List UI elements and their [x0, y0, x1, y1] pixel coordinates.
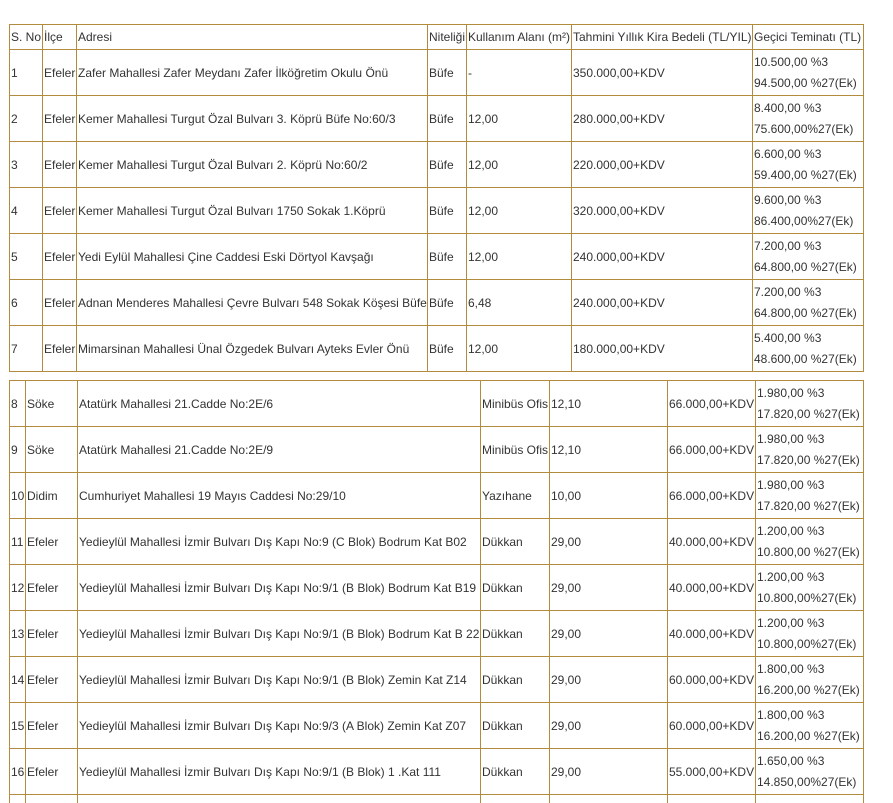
row-adres — [78, 795, 481, 803]
teminat-additional: 17.820,00 %27(Ek) — [757, 498, 860, 513]
teminat-additional: 16.200,00 %27(Ek) — [757, 682, 860, 697]
teminat-additional: 64.800,00 %27(Ek) — [754, 259, 857, 274]
row-alan: 10,00 — [550, 473, 668, 519]
row-number: 12 — [10, 565, 26, 611]
row-ilce: Efeler — [26, 657, 78, 703]
row-ilce: Efeler — [43, 280, 77, 326]
row-nitelik: Büfe — [428, 96, 467, 142]
row-number: 10 — [10, 473, 26, 519]
row-nitelik: Büfe — [428, 142, 467, 188]
row-kira: 40.000,00+KDV — [668, 611, 756, 657]
teminat-main: 1.980,00 %3 — [757, 385, 825, 400]
row-alan: 12,00 — [467, 142, 572, 188]
row-nitelik: Büfe — [428, 234, 467, 280]
row-ilce: Söke — [26, 427, 78, 473]
header-nitelik: Niteliği — [428, 25, 467, 50]
row-teminat — [756, 519, 864, 565]
row-adres: Kemer Mahallesi Turgut Özal Bulvarı 1750 Sokak 1.Köprü — [77, 188, 428, 234]
row-kira: 350.000,00+KDV — [572, 50, 753, 96]
table-row — [10, 565, 864, 611]
row-number: 4 — [10, 188, 43, 234]
row-number: 8 — [10, 381, 26, 427]
row-nitelik: Dükkan — [481, 519, 550, 565]
rental-table-1 — [9, 24, 864, 372]
header-ilce: İlçe — [43, 25, 77, 50]
row-alan: 12,10 — [550, 427, 668, 473]
teminat-additional: 17.820,00 %27(Ek) — [757, 452, 860, 467]
teminat-additional: 14.850,00%27(Ek) — [757, 774, 857, 789]
rental-table-2 — [9, 380, 864, 803]
row-ilce: Efeler — [43, 326, 77, 372]
row-number: 2 — [10, 96, 43, 142]
row-nitelik: Yazıhane — [481, 473, 550, 519]
table-row — [10, 188, 864, 234]
row-nitelik: Büfe — [428, 188, 467, 234]
row-teminat — [753, 142, 864, 188]
row-adres: Cumhuriyet Mahallesi 19 Mayıs Caddesi No:29/10 — [78, 473, 481, 519]
row-adres: Atatürk Mahallesi 21.Cadde No:2E/9 — [78, 427, 481, 473]
teminat-main: 1.980,00 %3 — [757, 431, 825, 446]
row-ilce: Efeler — [26, 749, 78, 795]
row-number: 11 — [10, 519, 26, 565]
row-ilce: Efeler — [43, 188, 77, 234]
row-number: 13 — [10, 611, 26, 657]
row-alan: 29,00 — [550, 519, 668, 565]
row-teminat — [756, 427, 864, 473]
row-kira: 180.000,00+KDV — [572, 326, 753, 372]
row-teminat — [753, 50, 864, 96]
row-nitelik: Dükkan — [481, 703, 550, 749]
row-alan: 29,00 — [550, 657, 668, 703]
row-number: 9 — [10, 427, 26, 473]
row-adres: Mimarsinan Mahallesi Ünal Özgedek Bulvarı Ayteks Evler Önü — [77, 326, 428, 372]
header-alan: Kullanım Alanı (m²) — [467, 25, 572, 50]
row-ilce: Efeler — [26, 703, 78, 749]
row-kira: 66.000,00+KDV — [668, 473, 756, 519]
row-alan: 12,00 — [467, 188, 572, 234]
row-alan: 29,00 — [550, 703, 668, 749]
row-number: 6 — [10, 280, 43, 326]
row-adres: Kemer Mahallesi Turgut Özal Bulvarı 2. Köprü No:60/2 — [77, 142, 428, 188]
teminat-additional: 48.600,00 %27(Ek) — [754, 351, 857, 366]
row-nitelik — [481, 795, 550, 803]
teminat-additional: 10.800,00 %27(Ek) — [757, 544, 860, 559]
teminat-additional: 64.800,00 %27(Ek) — [754, 305, 857, 320]
row-adres: Adnan Menderes Mahallesi Çevre Bulvarı 548 Sokak Köşesi Büfe — [77, 280, 428, 326]
row-teminat — [756, 611, 864, 657]
row-ilce — [26, 795, 78, 803]
table-row — [10, 427, 864, 473]
row-alan: - — [467, 50, 572, 96]
row-nitelik: Dükkan — [481, 657, 550, 703]
row-kira: 66.000,00+KDV — [668, 427, 756, 473]
table-header-row — [10, 25, 864, 50]
teminat-main: 7.200,00 %3 — [754, 238, 822, 253]
row-kira: 240.000,00+KDV — [572, 280, 753, 326]
table-row — [10, 611, 864, 657]
row-kira: 60.000,00+KDV — [668, 703, 756, 749]
row-teminat — [753, 188, 864, 234]
row-number: 3 — [10, 142, 43, 188]
row-kira: 40.000,00+KDV — [668, 565, 756, 611]
teminat-additional: 59.400,00 %27(Ek) — [754, 167, 857, 182]
row-adres: Atatürk Mahallesi 21.Cadde No:2E/6 — [78, 381, 481, 427]
row-nitelik: Büfe — [428, 280, 467, 326]
table-row — [10, 703, 864, 749]
teminat-additional: 94.500,00 %27(Ek) — [754, 75, 857, 90]
table-row — [10, 657, 864, 703]
table-row — [10, 234, 864, 280]
row-ilce: Efeler — [26, 611, 78, 657]
row-ilce: Efeler — [43, 234, 77, 280]
row-kira: 220.000,00+KDV — [572, 142, 753, 188]
row-number: 16 — [10, 749, 26, 795]
teminat-main: 1.800,00 %3 — [757, 661, 825, 676]
row-kira: 55.000,00+KDV — [668, 749, 756, 795]
teminat-additional: 10.800,00%27(Ek) — [757, 590, 857, 605]
teminat-additional: 10.800,00%27(Ek) — [757, 636, 857, 651]
row-adres: Yedieylül Mahallesi İzmir Bulvarı Dış Kapı No:9/1 (B Blok) Bodrum Kat B 22 — [78, 611, 481, 657]
row-number — [10, 795, 26, 803]
header-sno: S. No — [10, 25, 43, 50]
row-nitelik: Dükkan — [481, 565, 550, 611]
row-teminat — [756, 381, 864, 427]
row-number: 1 — [10, 50, 43, 96]
row-nitelik: Minibüs Ofis — [481, 427, 550, 473]
row-teminat — [756, 795, 864, 803]
row-number: 5 — [10, 234, 43, 280]
teminat-main: 7.200,00 %3 — [754, 284, 822, 299]
teminat-main: 8.400,00 %3 — [754, 100, 822, 115]
row-teminat — [756, 565, 864, 611]
header-teminat: Geçici Teminatı (TL) — [753, 25, 864, 50]
row-adres: Yedieylül Mahallesi İzmir Bulvarı Dış Kapı No:9/1 (B Blok) 1 .Kat 111 — [78, 749, 481, 795]
row-teminat — [756, 473, 864, 519]
row-alan: 29,00 — [550, 749, 668, 795]
teminat-main: 1.200,00 %3 — [757, 615, 825, 630]
teminat-main: 1.800,00 %3 — [757, 707, 825, 722]
row-ilce: Efeler — [43, 96, 77, 142]
row-adres: Yedi Eylül Mahallesi Çine Caddesi Eski Dörtyol Kavşağı — [77, 234, 428, 280]
row-teminat — [753, 326, 864, 372]
teminat-additional: 75.600,00%27(Ek) — [754, 121, 854, 136]
row-kira: 66.000,00+KDV — [668, 381, 756, 427]
table-row — [10, 749, 864, 795]
row-kira: 320.000,00+KDV — [572, 188, 753, 234]
row-nitelik: Minibüs Ofis — [481, 381, 550, 427]
table-row — [10, 795, 864, 803]
row-kira: 60.000,00+KDV — [668, 657, 756, 703]
row-teminat — [756, 749, 864, 795]
row-kira: 240.000,00+KDV — [572, 234, 753, 280]
row-ilce: Efeler — [43, 50, 77, 96]
header-adres: Adresi — [77, 25, 428, 50]
row-ilce: Söke — [26, 381, 78, 427]
table-row — [10, 381, 864, 427]
teminat-additional: 17.820,00 %27(Ek) — [757, 406, 860, 421]
row-adres: Zafer Mahallesi Zafer Meydanı Zafer İlköğretim Okulu Önü — [77, 50, 428, 96]
row-nitelik: Büfe — [428, 50, 467, 96]
row-number: 7 — [10, 326, 43, 372]
teminat-additional: 86.400,00%27(Ek) — [754, 213, 854, 228]
teminat-main: 5.400,00 %3 — [754, 330, 822, 345]
row-teminat — [756, 657, 864, 703]
row-alan: 12,10 — [550, 381, 668, 427]
row-alan: 12,00 — [467, 96, 572, 142]
row-alan: 29,00 — [550, 565, 668, 611]
row-adres: Yedieylül Mahallesi İzmir Bulvarı Dış Kapı No:9 (C Blok) Bodrum Kat B02 — [78, 519, 481, 565]
teminat-main: 1.200,00 %3 — [757, 523, 825, 538]
row-number: 14 — [10, 657, 26, 703]
row-alan: 6,48 — [467, 280, 572, 326]
row-ilce: Efeler — [26, 565, 78, 611]
row-ilce: Efeler — [43, 142, 77, 188]
row-teminat — [753, 96, 864, 142]
row-adres: Yedieylül Mahallesi İzmir Bulvarı Dış Kapı No:9/1 (B Blok) Zemin Kat Z14 — [78, 657, 481, 703]
teminat-main: 1.200,00 %3 — [757, 569, 825, 584]
row-alan: 29,00 — [550, 611, 668, 657]
table-row — [10, 142, 864, 188]
table-row — [10, 96, 864, 142]
teminat-main: 10.500,00 %3 — [754, 54, 829, 69]
row-alan: 12,00 — [467, 326, 572, 372]
row-nitelik: Dükkan — [481, 611, 550, 657]
row-number: 15 — [10, 703, 26, 749]
table-row — [10, 280, 864, 326]
teminat-additional: 16.200,00 %27(Ek) — [757, 728, 860, 743]
table-row — [10, 326, 864, 372]
row-kira: 40.000,00+KDV — [668, 519, 756, 565]
row-adres: Kemer Mahallesi Turgut Özal Bulvarı 3. Köprü Büfe No:60/3 — [77, 96, 428, 142]
table-row — [10, 50, 864, 96]
row-kira — [668, 795, 756, 803]
row-adres: Yedieylül Mahallesi İzmir Bulvarı Dış Kapı No:9/3 (A Blok) Zemin Kat Z07 — [78, 703, 481, 749]
row-alan — [550, 795, 668, 803]
header-kira: Tahmini Yıllık Kira Bedeli (TL/YIL) — [572, 25, 753, 50]
row-ilce: Didim — [26, 473, 78, 519]
row-nitelik: Büfe — [428, 326, 467, 372]
teminat-main: 6.600,00 %3 — [754, 146, 822, 161]
teminat-main: 1.980,00 %3 — [757, 477, 825, 492]
row-alan: 12,00 — [467, 234, 572, 280]
row-teminat — [756, 703, 864, 749]
row-kira: 280.000,00+KDV — [572, 96, 753, 142]
teminat-main: 1.650,00 %3 — [757, 753, 825, 768]
table-row — [10, 473, 864, 519]
row-nitelik: Dükkan — [481, 749, 550, 795]
row-ilce: Efeler — [26, 519, 78, 565]
teminat-main: 9.600,00 %3 — [754, 192, 822, 207]
row-teminat — [753, 234, 864, 280]
row-adres: Yedieylül Mahallesi İzmir Bulvarı Dış Kapı No:9/1 (B Blok) Bodrum Kat B19 — [78, 565, 481, 611]
table-row — [10, 519, 864, 565]
row-teminat — [753, 280, 864, 326]
